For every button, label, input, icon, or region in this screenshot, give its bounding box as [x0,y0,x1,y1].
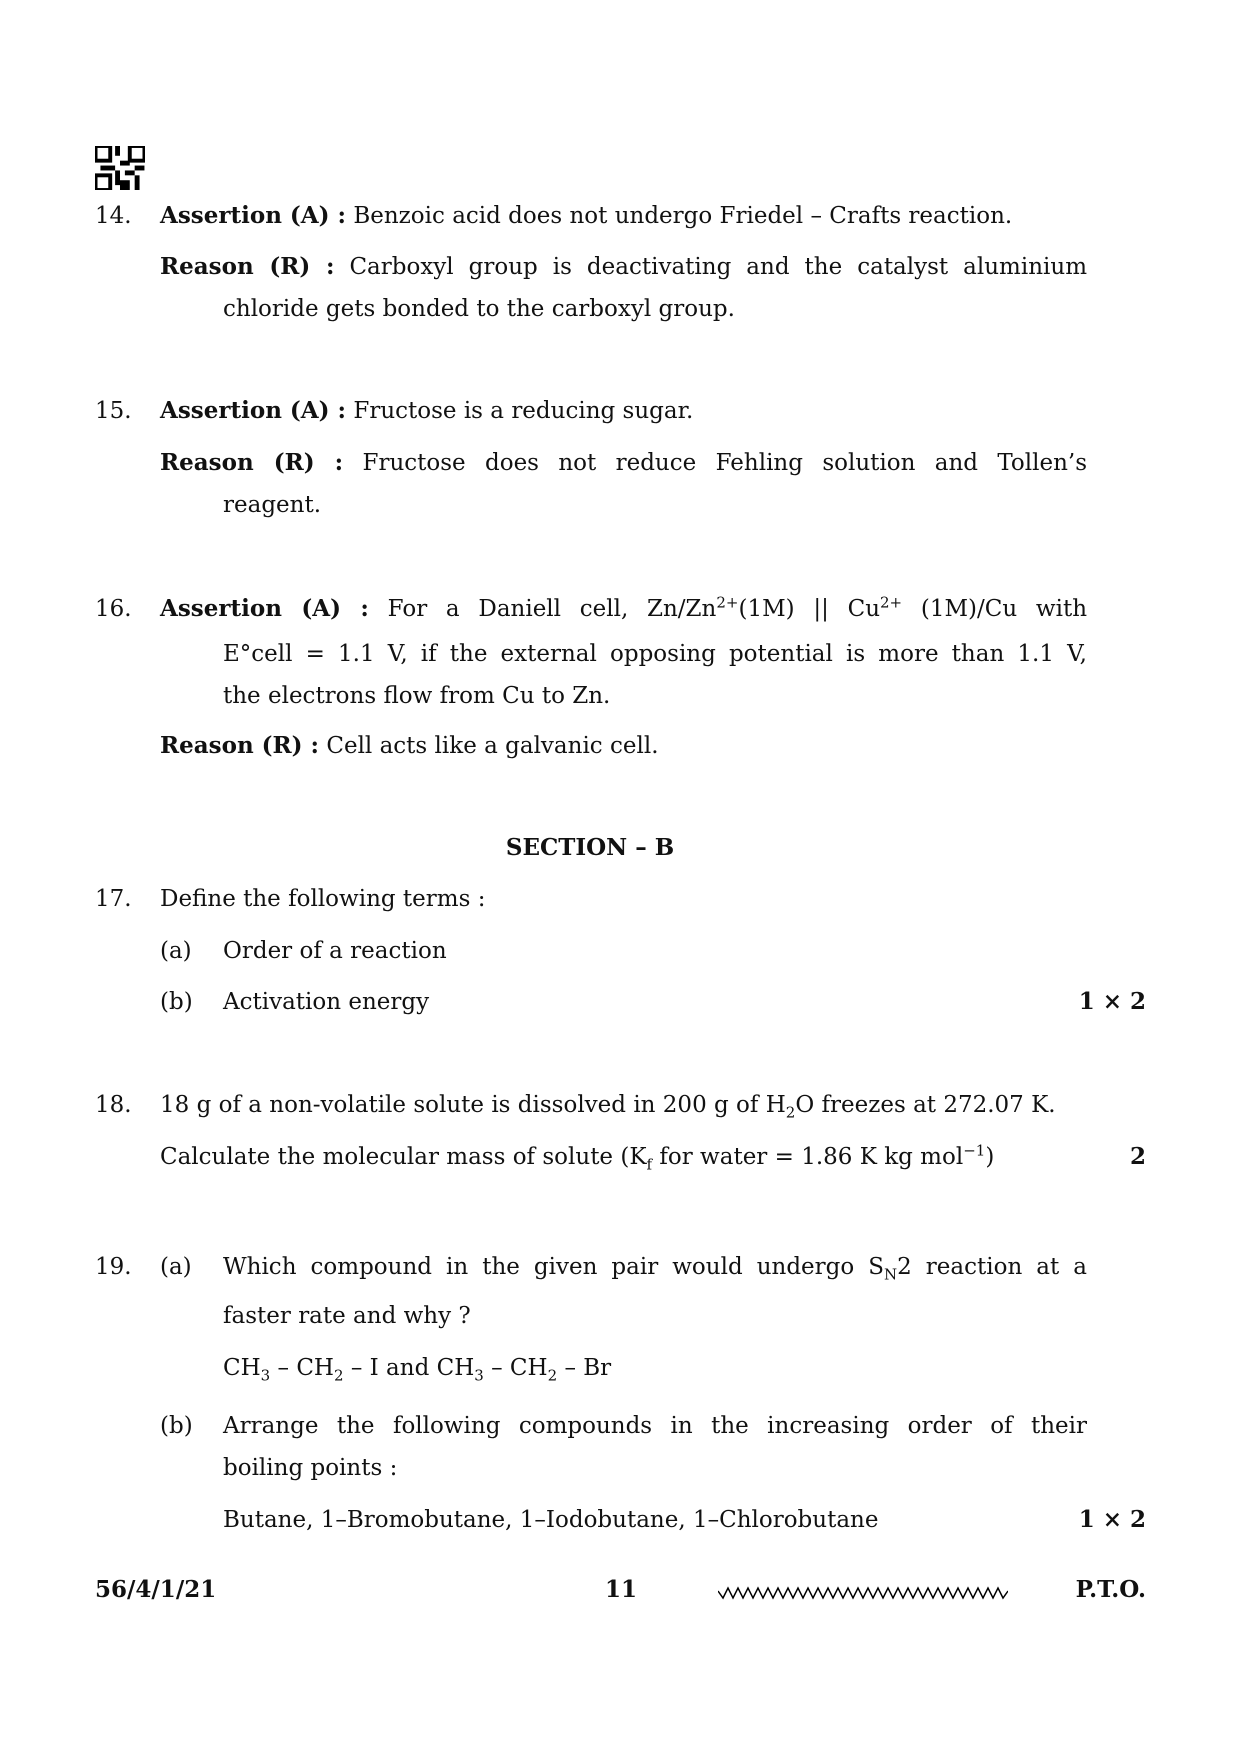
q14-assertion: Assertion (A) : Benzoic acid does not undergo Friedel – Crafts reaction. [160,202,1013,229]
q18-number: 18. [95,1092,132,1118]
q19-b-compounds: Butane, 1–Bromobutane, 1–Iodobutane, 1–Chlorobutane [223,1507,879,1533]
q19-formula: $CH_3 - CH_2$ – I and $CH_3 - CH_2$ – Br [223,1355,612,1385]
wavy-line-decoration [718,1585,1008,1601]
q16-number: 16. [95,596,132,622]
q17-b-label: (b) [160,989,193,1015]
q17-a-text: Order of a reaction [223,938,447,964]
q19-b-line1: Arrange the following compounds in the increasing order of their [223,1413,1087,1439]
page-number: 11 [605,1576,638,1603]
q19-b-label: (b) [160,1413,193,1439]
q14-number: 14. [95,203,132,229]
q14-reason-cont: chloride gets bonded to the carboxyl group. [223,296,735,322]
q18-line2: Calculate the molecular mass of solute ($K_f$ for water = 1.86 K kg mol$^{-1}$) [160,1141,995,1174]
q14-reason: Reason (R) : Carboxyl group is deactivating and the catalyst aluminium [160,253,1088,280]
q17-b-text: Activation energy [223,989,430,1015]
q16-assertion-line3: the electrons flow from Cu to Zn. [223,683,611,709]
q19-a-line1: Which compound in the given pair would undergo $S_N2$ reaction at a [223,1254,1087,1284]
q19-number: 19. [95,1254,132,1280]
q19-a-line2: faster rate and why ? [223,1303,471,1329]
q18-line1: 18 g of a non-volatile solute is dissolved in 200 g of $H_2O$ freezes at 272.07 K. [160,1092,1056,1122]
q17-text: Define the following terms : [160,886,486,912]
q19-a-label: (a) [160,1254,192,1280]
q19-b-line2: boiling points : [223,1455,398,1481]
q15-reason: Reason (R) : Fructose does not reduce Fehling solution and Tollen’s [160,449,1087,476]
q17-marks: 1 × 2 [1078,988,1146,1015]
q19-marks: 1 × 2 [1078,1506,1146,1533]
q15-reason-cont: reagent. [223,492,322,518]
q17-a-label: (a) [160,938,192,964]
q16-reason: Reason (R) : Cell acts like a galvanic cell. [160,732,659,759]
q16-assertion: Assertion (A) : For a Daniell cell, $Zn/Zn^{2+}(1M)$ || $Cu^{2+}$ (1M)/Cu with [160,593,1088,622]
q15-assertion: Assertion (A) : Fructose is a reducing sugar. [160,397,694,424]
pto-label: P.T.O. [1075,1576,1146,1603]
qr-code-icon [95,146,145,190]
q18-marks: 2 [1129,1143,1146,1170]
q16-assertion-line2: E°cell = 1.1 V, if the external opposing potential is more than 1.1 V, [223,641,1087,667]
q15-number: 15. [95,398,132,424]
paper-code: 56/4/1/21 [95,1576,217,1603]
q17-number: 17. [95,886,132,912]
section-heading: SECTION – B [505,834,675,861]
